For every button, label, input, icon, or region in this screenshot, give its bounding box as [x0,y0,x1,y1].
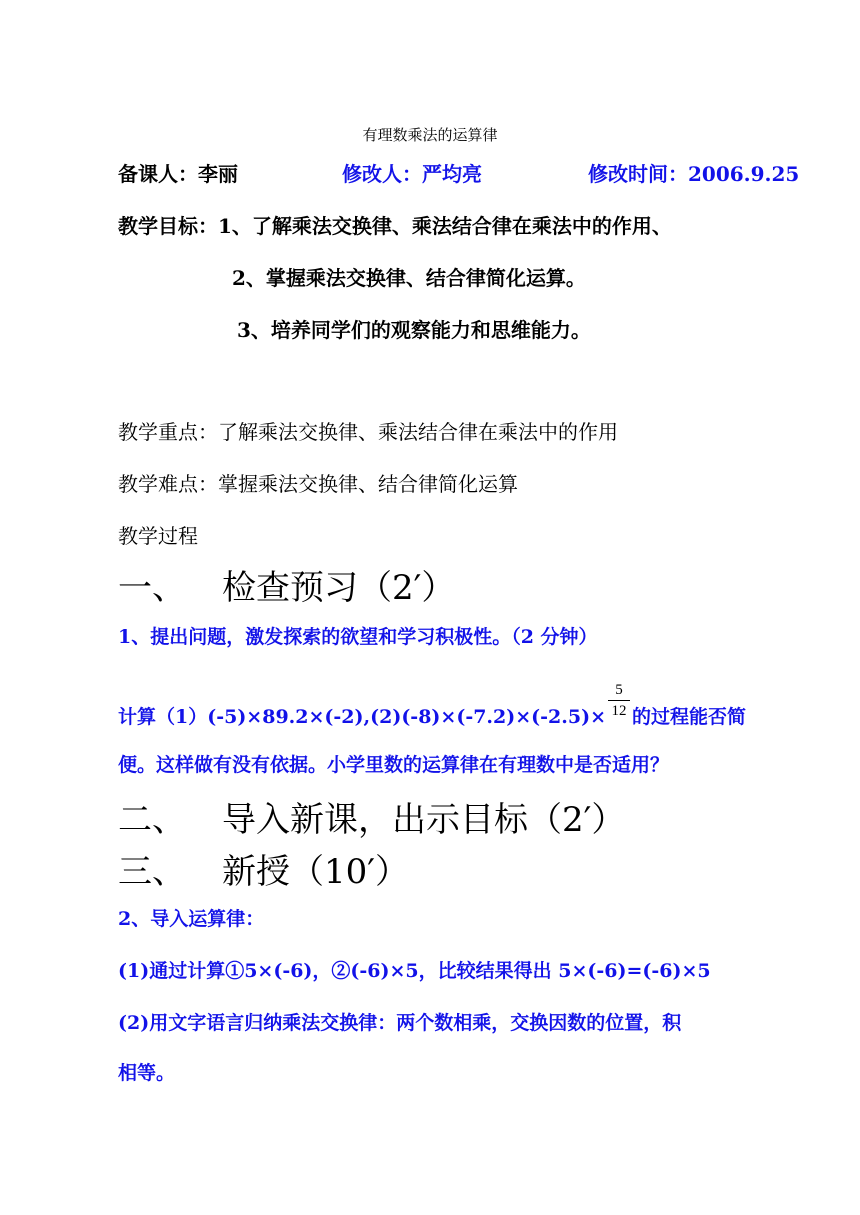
objectives-label: 教学目标： [118,214,218,238]
objective-item: 3、培养同学们的观察能力和思维能力。 [237,318,591,342]
revised-time: 修改时间：2006.9.25 [588,162,800,186]
calc-line-2: 便。这样做有没有依据。小学里数的运算律在有理数中是否适用？ [118,754,670,776]
item-2: 2、导入运算律： [118,908,265,930]
section-number: 二、 [118,800,186,840]
fraction [608,682,630,718]
fraction-bar [608,700,630,701]
calc-line [118,682,747,736]
key-point: 教学重点：了解乘法交换律、乘法结合律在乘法中的作用 [118,420,618,444]
section-heading-3 [118,844,409,893]
preparer: 备课人：李丽 [118,162,238,186]
objective-item: 1、了解乘法交换律、乘法结合律在乘法中的作用、 [218,214,672,238]
item-2-2: (2)用文字语言归纳乘法交换律：两个数相乘，交换因数的位置，积 [118,1012,682,1034]
reviser: 修改人：严均亮 [342,162,482,186]
section-title: 导入新课，出示目标（2′） [222,800,626,840]
process-label: 教学过程 [118,524,198,548]
item-2-2-continued: 相等。 [118,1062,176,1084]
calc-text-after: 的过程能否简 [632,706,747,728]
fraction-numerator: 5 [615,682,623,698]
section-title: 新授（10′） [222,852,409,892]
section-number: 三、 [118,852,186,892]
section-title: 检查预习（2′） [222,568,456,608]
item-2-1: (1)通过计算①5×(-6)，②(-6)×5，比较结果得出 5×(-6)=(-6)×5 [118,960,711,982]
section-heading-2 [118,792,625,841]
fraction-denominator: 12 [611,703,627,719]
document-title: 有理数乘法的运算律 [362,126,498,144]
difficult-point: 教学难点：掌握乘法交换律、结合律简化运算 [118,472,518,496]
objectives-line-1 [118,210,672,239]
calc-text-before: 计算（1）(-5)×89.2×(-2),(2)(-8)×(-7.2)×(-2.5)× [118,706,607,728]
objective-item: 2、掌握乘法交换律、结合律简化运算。 [232,266,586,290]
item-1: 1、提出问题，激发探索的欲望和学习积极性。（2 分钟） [118,626,598,648]
section-heading-1 [118,560,455,609]
section-number: 一、 [118,568,186,608]
